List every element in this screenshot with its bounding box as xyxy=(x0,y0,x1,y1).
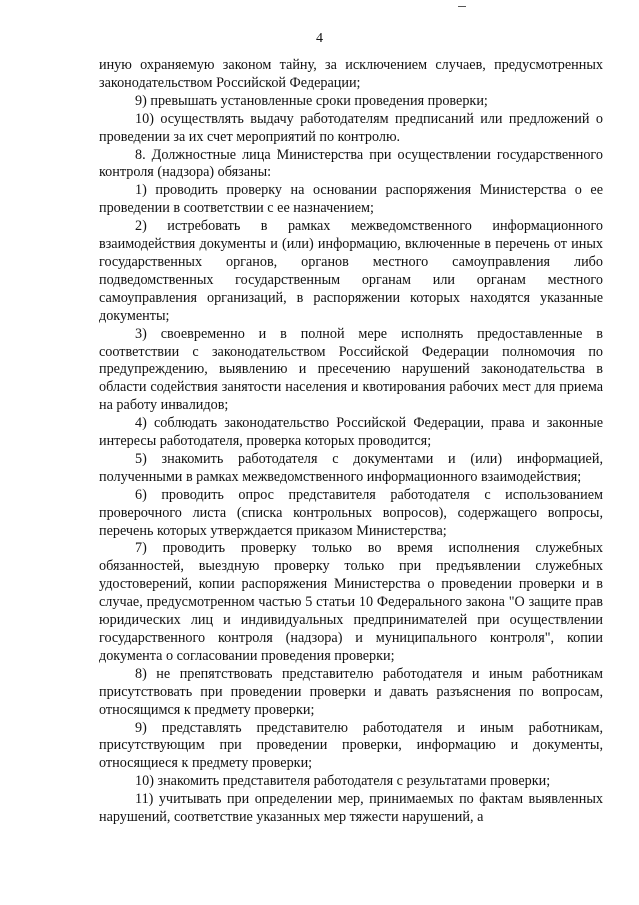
document-body xyxy=(99,57,603,827)
paragraph-duty-2: 2) истребовать в рамках межведомственного информационного взаимодействия документы и (или) информацию, включенные в перечень от иных государственных органов, органов местного самоуправления либо подведомственных государственным органам или органам местного самоуправления организаций, в распоряжении которых находятся указанные документы; xyxy=(99,218,603,324)
paragraph-duty-10: 10) знакомить представителя работодателя с результатами проверки; xyxy=(135,773,551,790)
page-number: 4 xyxy=(316,31,323,46)
scan-artifact-mark xyxy=(458,6,466,7)
paragraph-duty-7: 7) проводить проверку только во время исполнения служебных обязанностей, выездную проверку только при предъявлении служебных удостоверений, копии распоряжения Министерства о проведении проверки и в случае, предусмотренном частью 5 статьи 10 Федерального закона "О защите прав юридических лиц и индивидуальных предпринимателей при осуществлении государственного контроля (надзора) и муниципального контроля", копии документа о согласовании проведения проверки; xyxy=(99,540,603,664)
paragraph-section-8: 8. Должностные лица Министерства при осуществлении государственного контроля (надзора) обязаны: xyxy=(99,146,603,181)
paragraph-duty-6: 6) проводить опрос представителя работодателя с использованием проверочного листа (списка контрольных вопросов), содержащего вопросы, перечень которых утверждается приказом Министерства; xyxy=(99,486,603,539)
paragraph-duty-11: 11) учитывать при определении мер, принимаемых по фактам выявленных нарушений, соответствие указанных мер тяжести нарушений, а xyxy=(99,791,603,826)
paragraph-duty-8: 8) не препятствовать представителю работодателя и иным работникам присутствовать при проведении проверки и давать разъяснения по вопросам, относящимся к предмету проверки; xyxy=(99,665,603,718)
paragraph-duty-3: 3) своевременно и в полной мере исполнять предоставленные в соответствии с законодательством Российской Федерации полномочия по предупреждению, выявлению и пресечению нарушений законодательства в области содействия занятости населения и квотирования рабочих мест для приема на работу инвалидов; xyxy=(99,325,603,414)
paragraph-duty-9: 9) представлять представителю работодателя и иным работникам, присутствующим при проведении проверки, информацию и документы, относящиеся к предмету проверки; xyxy=(99,719,603,772)
paragraph-item-9: 9) превышать установленные сроки проведения проверки; xyxy=(135,92,488,109)
paragraph-duty-1: 1) проводить проверку на основании распоряжения Министерства о ее проведении в соответствии с ее назначением; xyxy=(99,182,603,217)
paragraph-item-10: 10) осуществлять выдачу работодателям предписаний или предложений о проведении за их счет мероприятий по контролю. xyxy=(99,110,603,145)
paragraph-duty-5: 5) знакомить работодателя с документами и (или) информацией, полученными в рамках межведомственного информационного взаимодействия; xyxy=(99,450,603,485)
paragraph-duty-4: 4) соблюдать законодательство Российской Федерации, права и законные интересы работодателя, проверка которых проводится; xyxy=(99,415,603,450)
paragraph-continuation: иную охраняемую законом тайну, за исключением случаев, предусмотренных законодательством Российской Федерации; xyxy=(99,57,603,91)
